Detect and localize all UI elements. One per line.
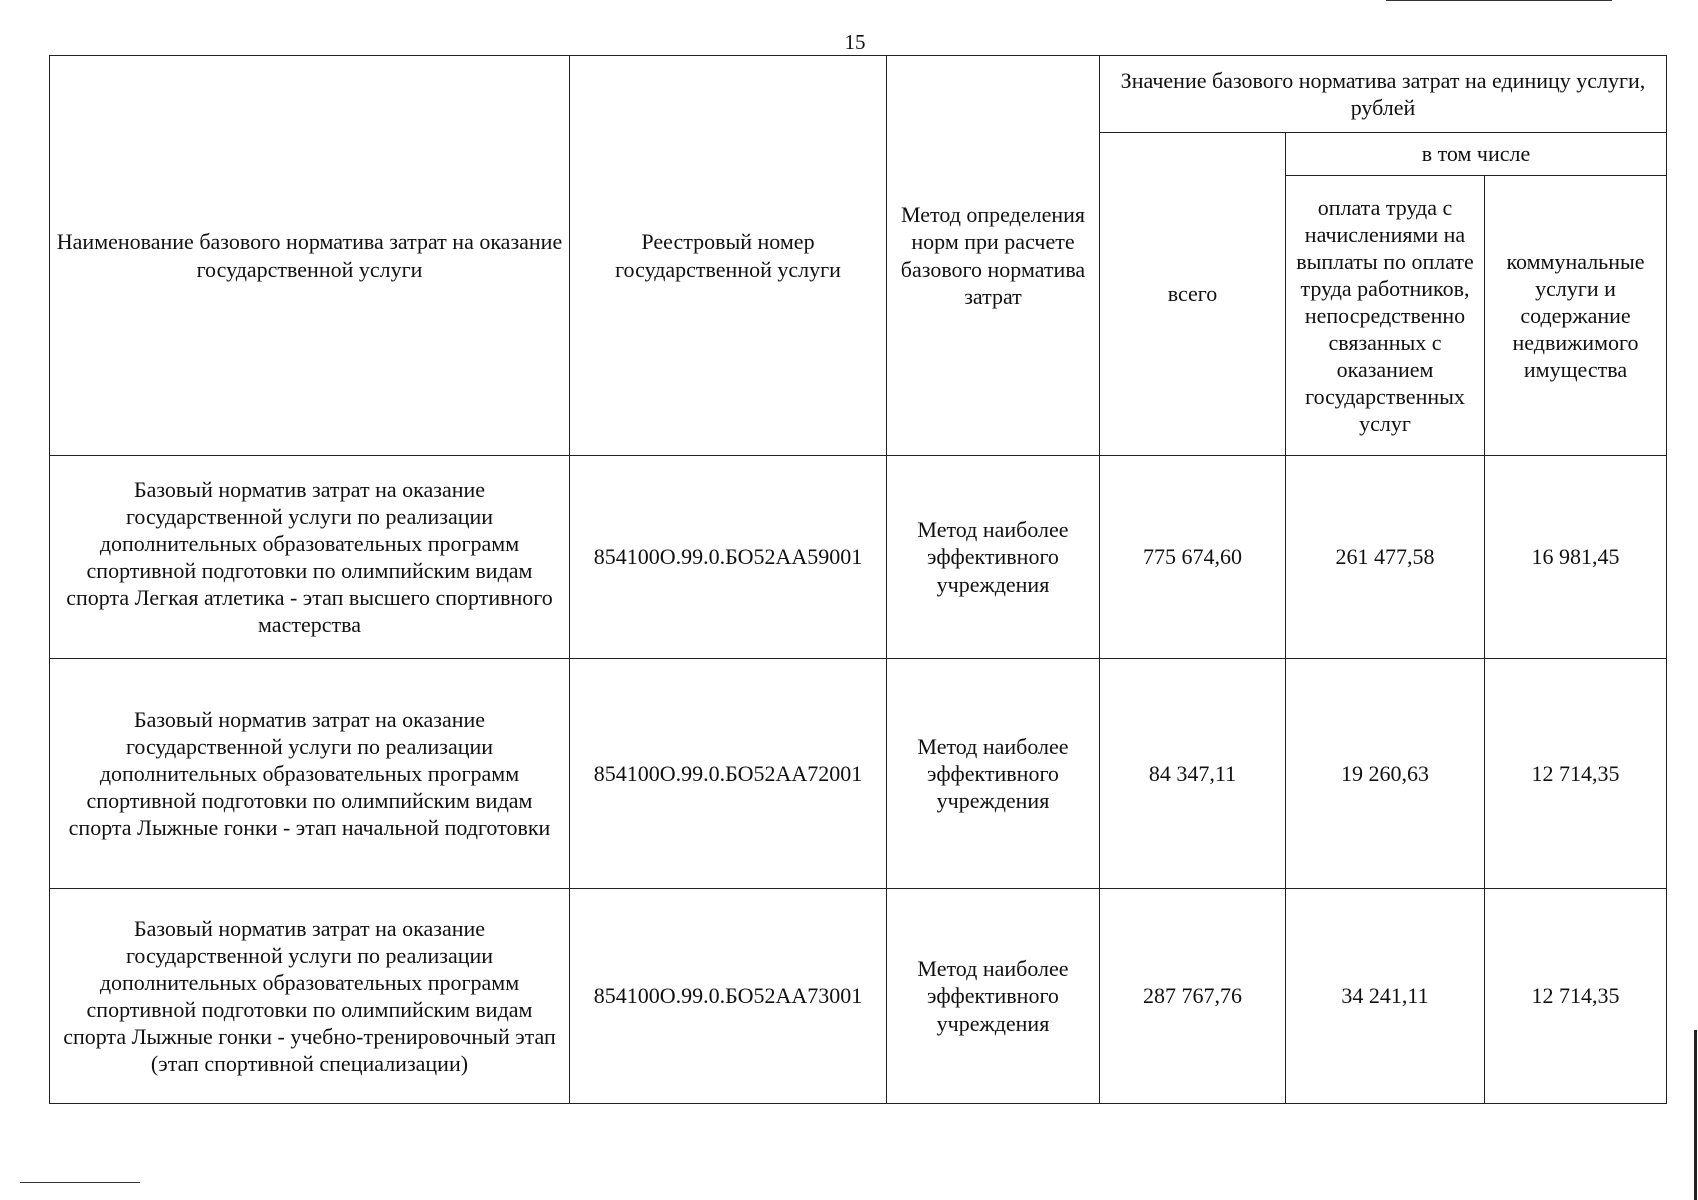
header-name: Наименование базового норматива затрат на оказание государственной услуги — [50, 56, 570, 456]
cost-norm-table — [49, 55, 1667, 1104]
table-row — [50, 456, 1667, 659]
page-number: 15 — [844, 30, 866, 54]
cell-method: Метод наиболее эффективного учреждения — [887, 889, 1100, 1104]
header-registry-number: Реестровый номер государственной услуги — [570, 56, 887, 456]
cell-registry-number: 854100О.99.0.БО52АА59001 — [570, 456, 887, 659]
table-row — [50, 889, 1667, 1104]
cell-utilities: 12 714,35 — [1485, 889, 1667, 1104]
cell-labor: 261 477,58 — [1286, 456, 1485, 659]
cell-name: Базовый норматив затрат на оказание государственной услуги по реализации дополнительных образовательных программ спортивной подготовки по олимпийским видам спорта Лыжные гонки - учебно-тренировочный этап (этап спортивной специализации) — [50, 889, 570, 1104]
cell-name: Базовый норматив затрат на оказание государственной услуги по реализации дополнительных образовательных программ спортивной подготовки по олимпийским видам спорта Легкая атлетика - этап высшего спортивного мастерства — [50, 456, 570, 659]
cell-labor: 34 241,11 — [1286, 889, 1485, 1104]
right-edge-line — [1694, 1030, 1697, 1200]
header-value-group: Значение базового норматива затрат на единицу услуги, рублей — [1100, 56, 1667, 133]
header-including: в том числе — [1286, 133, 1667, 176]
cell-total: 775 674,60 — [1100, 456, 1286, 659]
cell-utilities: 12 714,35 — [1485, 659, 1667, 889]
header-method: Метод определения норм при расчете базового норматива затрат — [887, 56, 1100, 456]
top-rule-line — [1386, 0, 1612, 1]
cell-name: Базовый норматив затрат на оказание государственной услуги по реализации дополнительных образовательных программ спортивной подготовки по олимпийским видам спорта Лыжные гонки - этап начальной подготовки — [50, 659, 570, 889]
cell-method: Метод наиболее эффективного учреждения — [887, 659, 1100, 889]
cell-method: Метод наиболее эффективного учреждения — [887, 456, 1100, 659]
header-row-1 — [50, 56, 1667, 133]
footnote-rule-line — [20, 1182, 140, 1183]
header-total: всего — [1100, 133, 1286, 456]
header-utilities: коммунальные услуги и содержание недвижимого имущества — [1485, 176, 1667, 456]
header-labor: оплата труда с начислениями на выплаты по оплате труда работников, непосредственно связанных с оказанием государственных услуг — [1286, 176, 1485, 456]
cell-total: 84 347,11 — [1100, 659, 1286, 889]
table-row — [50, 659, 1667, 889]
cell-registry-number: 854100О.99.0.БО52АА72001 — [570, 659, 887, 889]
cell-registry-number: 854100О.99.0.БО52АА73001 — [570, 889, 887, 1104]
cell-total: 287 767,76 — [1100, 889, 1286, 1104]
cell-labor: 19 260,63 — [1286, 659, 1485, 889]
cell-utilities: 16 981,45 — [1485, 456, 1667, 659]
